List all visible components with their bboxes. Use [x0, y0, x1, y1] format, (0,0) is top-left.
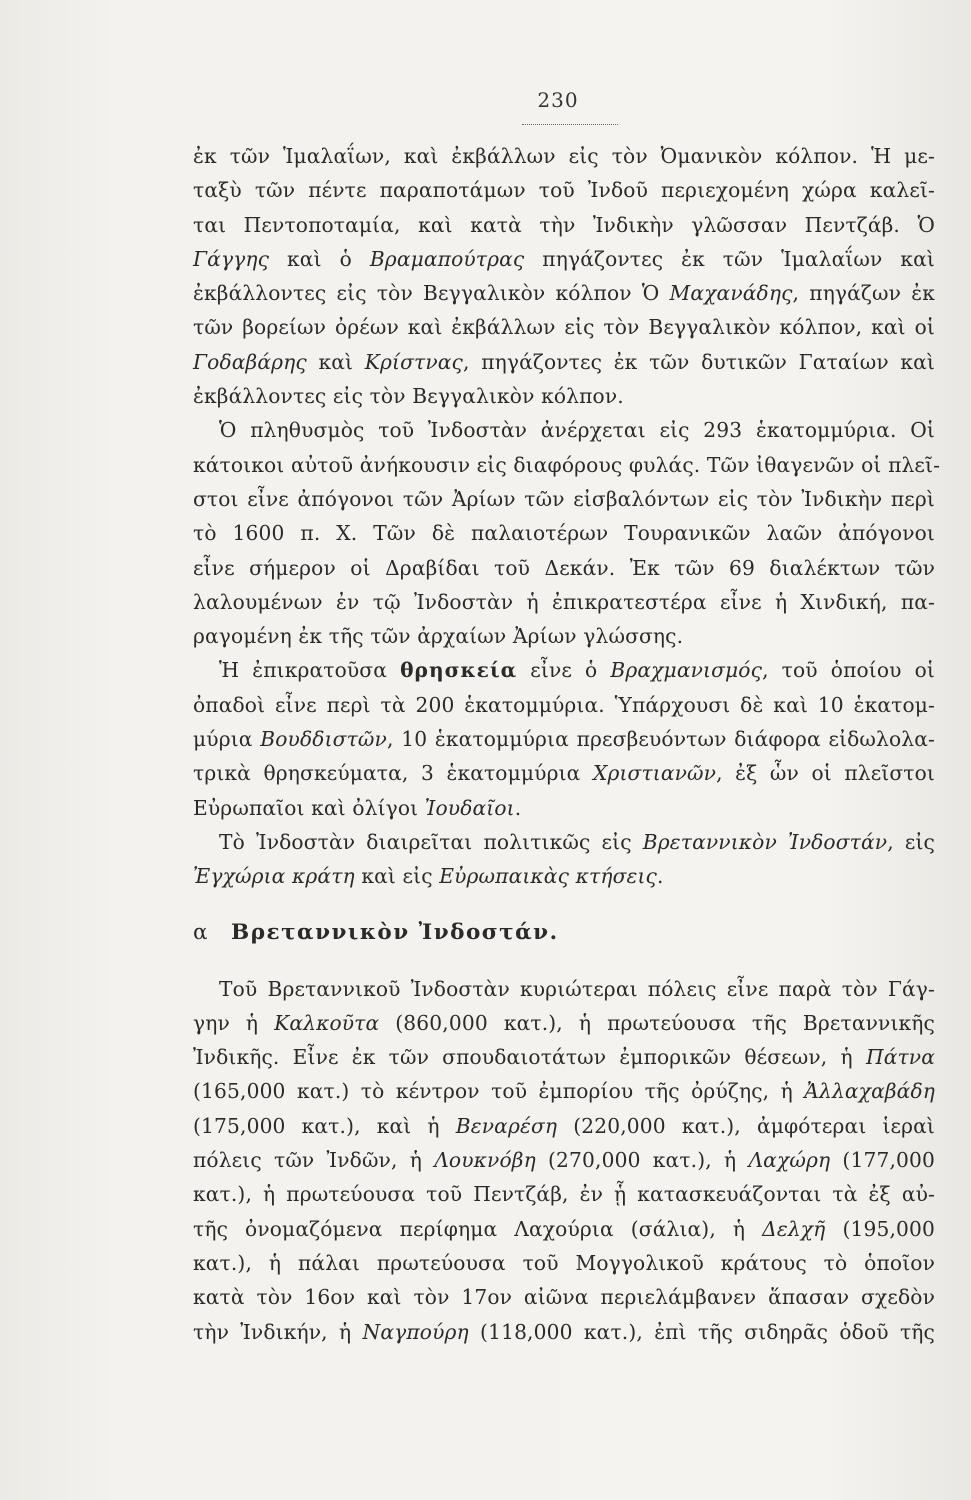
text-run: , εἰς [887, 829, 935, 854]
italic-term: Κρίστνας [364, 349, 463, 374]
text-line [193, 756, 935, 790]
text-line: στοι εἶνε ἀπόγονοι τῶν Ἀρίων τῶν εἰσβαλόντων εἰς τὸν Ἰνδικὴν περὶ [193, 486, 935, 511]
text-run: τρικὰ θρησκεύματα, 3 ἑκατομμύρια [193, 761, 593, 786]
text-run: καὶ ὁ [269, 246, 370, 271]
text-run: , ἐξ ὧν οἱ πλεῖστοι [716, 761, 935, 786]
italic-term: Ναγπούρη [362, 1319, 469, 1344]
text-line: κάτοικοι αὐτοῦ ἀνήκουσιν εἰς διαφόρους φυλάς. Τῶν ἰθαγενῶν οἱ πλεῖ- [193, 452, 941, 477]
text-run: καὶ εἰς [354, 864, 440, 889]
text-line: Ὁ πληθυσμὸς τοῦ Ἰνδοστὰν ἀνέρχεται εἰς 293 ἑκατομμύρια. Οἱ [219, 418, 935, 443]
text-run: Εὐρωπαῖοι καὶ ὀλίγοι [193, 795, 425, 820]
text-line: ταξὺ τῶν πέντε παραποτάμων τοῦ Ἰνδοῦ περιεχομένη χώρα καλεῖ- [193, 178, 935, 203]
text-line [193, 722, 935, 756]
text-line: τὸ 1600 π. Χ. Τῶν δὲ παλαιοτέρων Τουρανικῶν λαῶν ἀπόγονοι [193, 521, 935, 546]
body-text [193, 139, 941, 1349]
text-run: γην ἡ [193, 1010, 275, 1035]
text-block-cities [193, 972, 935, 1349]
text-line [193, 1040, 935, 1074]
italic-term: Γοδαβάρης [193, 349, 307, 374]
text-line: κατ.), ἡ πάλαι πρωτεύουσα τοῦ Μογγολικοῦ κράτους τὸ ὁποῖον [193, 1250, 935, 1275]
page-number: 230 [537, 88, 579, 112]
section-heading-line [193, 894, 935, 972]
italic-term: Χριστιανῶν [592, 761, 717, 786]
italic-term: Γάγγης [193, 246, 270, 271]
text-run: . [657, 864, 664, 889]
text-run: (195,000 [825, 1216, 935, 1241]
text-run: τῆς ὀνομαζόμενα περίφημα Λαχούρια (σάλια), ἡ [193, 1216, 763, 1241]
text-line [193, 242, 935, 276]
bold-term: θρησκεία [400, 658, 518, 683]
italic-term: Δελχῆ [762, 1216, 826, 1241]
text-line: ὀπαδοὶ εἶνε περὶ τὰ 200 ἑκατομμύρια. Ὑπάρχουσι δὲ καὶ 10 ἑκατομ- [193, 692, 935, 717]
italic-term: Βραχμανισμός [610, 658, 763, 683]
text-block-intro [193, 139, 941, 894]
text-run: Ἡ ἐπικρατοῦσα [219, 658, 401, 683]
text-run: τὴν Ἰνδικήν, ἡ [193, 1319, 363, 1344]
text-line [193, 345, 935, 379]
text-line [193, 1006, 935, 1040]
text-line: εἶνε σήμερον οἱ Δραβίδαι τοῦ Δεκάν. Ἐκ τῶν 69 διαλέκτων τῶν [193, 555, 935, 580]
text-run: (118,000 κατ.), ἐπὶ τῆς σιδηρᾶς ὁδοῦ τῆς [468, 1319, 935, 1344]
text-run: . [514, 795, 522, 820]
text-run: Ἰνδικῆς. Εἶνε ἐκ τῶν σπουδαιοτάτων ἐμπορικῶν θέσεων, ἡ [193, 1045, 866, 1070]
text-run: (270,000 κατ.), ἡ [535, 1148, 749, 1173]
text-line: Τοῦ Βρεταννικοῦ Ἰνδοστὰν κυριώτεραι πόλεις εἶνε παρὰ τὸν Γάγ- [219, 976, 935, 1001]
text-run: (165,000 κατ.) τὸ κέντρον τοῦ ἐμπορίου τῆς ὀρύζης, ἡ [193, 1079, 805, 1104]
text-line [193, 1074, 935, 1108]
text-run: Τὸ Ἰνδοστὰν διαιρεῖται πολιτικῶς εἰς [219, 829, 643, 854]
text-run: πηγάζοντες ἐκ τῶν Ἱμαλαΐων καὶ [524, 246, 936, 271]
italic-term: Πάτνα [865, 1045, 935, 1070]
text-line [193, 1109, 935, 1143]
section-heading [193, 916, 935, 950]
text-line: ται Πεντοποταμία, καὶ κατὰ τὴν Ἰνδικὴν γλῶσσαν Πεντζάβ. Ὁ [193, 212, 935, 237]
italic-term: Βρεταννικὸν Ἰνδοστάν [642, 829, 888, 854]
text-run: καὶ [306, 349, 365, 374]
text-run: πόλεις τῶν Ἰνδῶν, ἡ [193, 1148, 435, 1173]
italic-term: Μαχανάδης [669, 281, 793, 306]
text-line: ἐκβάλλοντες εἰς τὸν Βεγγαλικὸν κόλπον. [193, 384, 624, 409]
text-run: , πηγάζοντες ἐκ τῶν δυτικῶν Γαταίων καὶ [463, 349, 935, 374]
text-line: τῶν βορείων ὀρέων καὶ ἐκβάλλων εἰς τὸν Βεγγαλικὸν κόλπον, καὶ οἱ [193, 315, 935, 340]
text-line: κατὰ τὸν 16ον καὶ τὸν 17ον αἰῶνα περιελάμβανεν ἅπασαν σχεδὸν [193, 1285, 935, 1310]
text-line [193, 1315, 935, 1349]
text-run: , τοῦ ὁποίου οἱ [762, 658, 935, 683]
text-run: εἶνε ὁ [517, 658, 611, 683]
text-run: , πηγάζων ἐκ [792, 281, 935, 306]
italic-term: Εὐρωπαικὰς κτήσεις [439, 864, 658, 889]
italic-term: Ἀλλαχαβάδη [804, 1079, 935, 1104]
text-line: κατ.), ἡ πρωτεύουσα τοῦ Πεντζάβ, ἐν ᾗ κατασκευάζονται τὰ ἐξ αὐ- [193, 1182, 935, 1207]
text-line [193, 791, 935, 825]
text-run: (177,000 [830, 1148, 935, 1173]
text-run: μύρια [193, 727, 261, 752]
text-run: , 10 ἑκατομμύρια πρεσβευόντων διάφορα εἰδωλολα- [386, 727, 935, 752]
section-title: Βρεταννικὸν Ἰνδοστάν. [231, 919, 559, 945]
text-line [193, 653, 935, 687]
text-line [193, 825, 935, 859]
text-run: (860,000 κατ.), ἡ πρωτεύουσα τῆς Βρεταννικῆς [379, 1010, 935, 1035]
italic-term: Καλκοῦτα [274, 1010, 380, 1035]
section-letter: α [193, 919, 210, 945]
text-run: ἐκβάλλοντες εἰς τὸν Βεγγαλικὸν κόλπον Ὁ [193, 281, 670, 306]
italic-term: Ἰουδαῖοι [424, 795, 515, 820]
italic-term: Λουκνόβη [434, 1148, 536, 1173]
page-number-rule [522, 124, 618, 125]
text-line [193, 1212, 935, 1246]
text-line: λαλουμένων ἐν τῷ Ἰνδοστὰν ἡ ἐπικρατεστέρα εἶνε ἡ Χινδική, πα- [193, 589, 935, 614]
text-line [193, 276, 935, 310]
italic-term: Βραμαπούτρας [369, 246, 525, 271]
italic-term: Βεναρέση [455, 1113, 558, 1138]
text-run: (220,000 κατ.), ἀμφότεραι ἱεραὶ [557, 1113, 935, 1138]
italic-term: Ἐγχώρια κράτη [193, 864, 355, 889]
text-line: ραγομένη ἐκ τῆς τῶν ἀρχαίων Ἀρίων γλώσσης. [193, 624, 684, 649]
text-run: (175,000 κατ.), καὶ ἡ [193, 1113, 456, 1138]
text-line: ἐκ τῶν Ἱμαλαΐων, καὶ ἐκβάλλων εἰς τὸν Ὀμανικὸν κόλπον. Ἡ με- [193, 144, 935, 168]
italic-term: Λαχώρη [748, 1148, 831, 1173]
italic-term: Βουδδιστῶν [260, 727, 387, 752]
text-line [193, 1143, 935, 1177]
text-line [193, 859, 935, 893]
